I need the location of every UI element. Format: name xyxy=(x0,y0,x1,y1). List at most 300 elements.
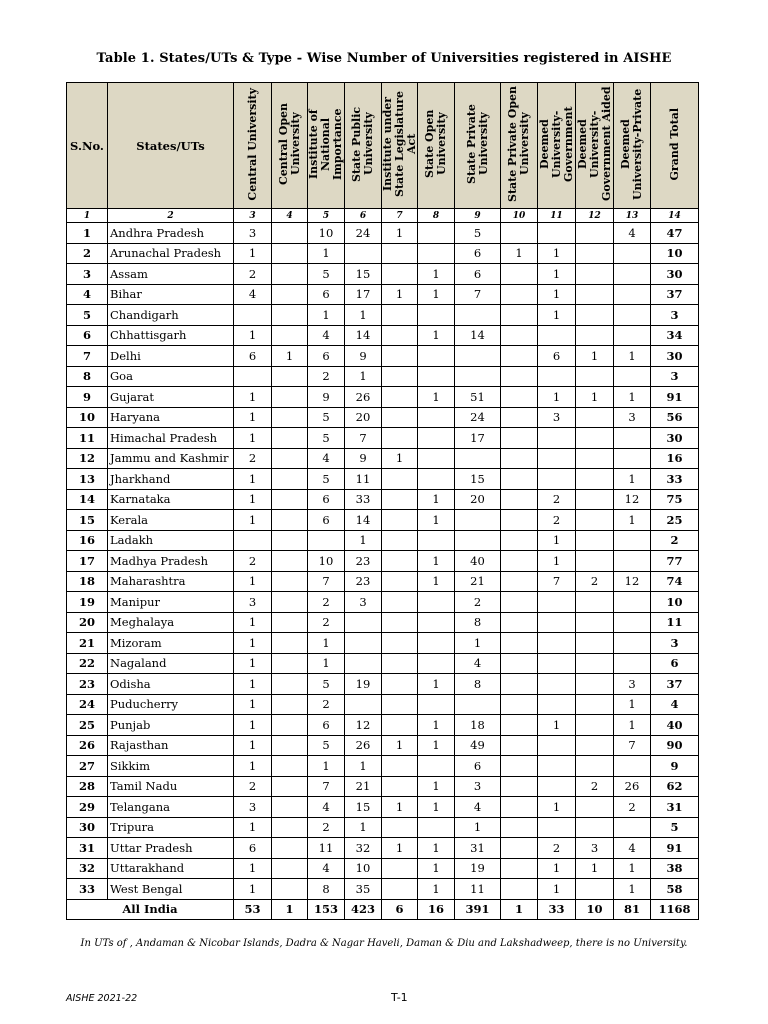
state-name-cell: Mizoram xyxy=(108,633,234,654)
count-cell xyxy=(272,592,308,613)
count-cell: 31 xyxy=(455,838,501,859)
table-title: Table 1. States/UTs & Type - Wise Number of Universities registered in AISHE xyxy=(96,51,672,66)
count-cell xyxy=(272,551,308,572)
count-cell: 1 xyxy=(418,735,455,756)
state-name-cell: Madhya Pradesh xyxy=(108,551,234,572)
count-cell xyxy=(501,776,538,797)
grand-total-cell: 31 xyxy=(651,797,699,818)
state-name-cell: West Bengal xyxy=(108,879,234,900)
column-number-cell: 2 xyxy=(108,209,234,223)
count-cell xyxy=(614,284,651,305)
count-cell: 1 xyxy=(614,715,651,736)
serial-number-cell: 7 xyxy=(67,346,108,367)
table-row xyxy=(67,858,699,879)
grand-total-cell: 11 xyxy=(651,612,699,633)
grand-total-cell: 10 xyxy=(651,243,699,264)
column-number-cell: 5 xyxy=(308,209,345,223)
header-cell: State Private University xyxy=(455,83,501,209)
count-cell: 1 xyxy=(538,284,576,305)
count-cell xyxy=(382,551,418,572)
count-cell xyxy=(418,530,455,551)
count-cell: 23 xyxy=(345,551,382,572)
count-cell xyxy=(418,346,455,367)
header-cell: Institute under State Legislature Act xyxy=(382,83,418,209)
total-count-cell: 81 xyxy=(614,899,651,919)
count-cell: 10 xyxy=(308,223,345,244)
count-cell xyxy=(576,653,614,674)
count-cell: 1 xyxy=(538,530,576,551)
count-cell xyxy=(382,510,418,531)
header-cell: State Open University xyxy=(418,83,455,209)
count-cell: 24 xyxy=(455,407,501,428)
count-cell: 4 xyxy=(308,325,345,346)
state-name-cell: Rajasthan xyxy=(108,735,234,756)
count-cell: 1 xyxy=(345,366,382,387)
count-cell: 1 xyxy=(345,817,382,838)
count-cell: 6 xyxy=(308,715,345,736)
count-cell: 23 xyxy=(345,571,382,592)
state-name-cell: Nagaland xyxy=(108,653,234,674)
count-cell xyxy=(455,346,501,367)
count-cell xyxy=(272,489,308,510)
count-cell: 1 xyxy=(418,551,455,572)
serial-number-cell: 22 xyxy=(67,653,108,674)
grand-total-cell: 38 xyxy=(651,858,699,879)
count-cell xyxy=(308,530,345,551)
page-number: T-1 xyxy=(391,991,408,1004)
grand-total-cell: 90 xyxy=(651,735,699,756)
count-cell: 6 xyxy=(234,838,272,859)
count-cell: 10 xyxy=(345,858,382,879)
footer-left-label: AISHE 2021-22 xyxy=(66,993,138,1004)
count-cell: 26 xyxy=(345,387,382,408)
count-cell xyxy=(418,612,455,633)
grand-total-cell: 3 xyxy=(651,633,699,654)
count-cell: 21 xyxy=(345,776,382,797)
header-cell: Deemed University-Private xyxy=(614,83,651,209)
count-cell: 2 xyxy=(576,571,614,592)
grand-total-cell: 62 xyxy=(651,776,699,797)
count-cell xyxy=(382,346,418,367)
count-cell: 2 xyxy=(234,551,272,572)
count-cell: 11 xyxy=(345,469,382,490)
count-cell: 1 xyxy=(538,858,576,879)
count-cell: 2 xyxy=(308,592,345,613)
serial-number-cell: 11 xyxy=(67,428,108,449)
serial-number-cell: 12 xyxy=(67,448,108,469)
count-cell: 1 xyxy=(345,530,382,551)
table-row xyxy=(67,530,699,551)
count-cell: 1 xyxy=(614,387,651,408)
count-cell xyxy=(501,551,538,572)
count-cell: 1 xyxy=(234,817,272,838)
header-cell: Central Open University xyxy=(272,83,308,209)
count-cell xyxy=(272,735,308,756)
count-cell: 1 xyxy=(272,346,308,367)
count-cell: 1 xyxy=(345,756,382,777)
count-cell: 1 xyxy=(234,612,272,633)
count-cell xyxy=(272,366,308,387)
count-cell xyxy=(382,489,418,510)
count-cell: 1 xyxy=(234,469,272,490)
total-count-cell: 391 xyxy=(455,899,501,919)
state-name-cell: Odisha xyxy=(108,674,234,695)
state-name-cell: Haryana xyxy=(108,407,234,428)
count-cell xyxy=(538,592,576,613)
count-cell: 5 xyxy=(308,264,345,285)
count-cell: 7 xyxy=(614,735,651,756)
count-cell xyxy=(455,448,501,469)
serial-number-cell: 10 xyxy=(67,407,108,428)
count-cell: 1 xyxy=(234,325,272,346)
serial-number-cell: 18 xyxy=(67,571,108,592)
count-cell: 5 xyxy=(308,407,345,428)
count-cell xyxy=(455,510,501,531)
count-cell xyxy=(418,756,455,777)
count-cell xyxy=(576,284,614,305)
count-cell: 1 xyxy=(234,510,272,531)
grand-total-cell: 4 xyxy=(651,694,699,715)
count-cell: 1 xyxy=(382,448,418,469)
count-cell xyxy=(538,633,576,654)
count-cell xyxy=(455,305,501,326)
count-cell xyxy=(345,653,382,674)
serial-number-cell: 24 xyxy=(67,694,108,715)
count-cell: 1 xyxy=(576,346,614,367)
count-cell xyxy=(576,674,614,695)
universities-table xyxy=(66,82,699,920)
count-cell: 1 xyxy=(234,428,272,449)
count-cell xyxy=(538,366,576,387)
table-row xyxy=(67,715,699,736)
count-cell: 4 xyxy=(308,858,345,879)
count-cell xyxy=(382,264,418,285)
count-cell xyxy=(418,817,455,838)
count-cell xyxy=(576,817,614,838)
count-cell xyxy=(382,305,418,326)
header-cell: States/UTs xyxy=(108,83,234,209)
count-cell xyxy=(501,879,538,900)
count-cell xyxy=(576,325,614,346)
count-cell: 4 xyxy=(455,653,501,674)
grand-total-cell: 10 xyxy=(651,592,699,613)
count-cell: 9 xyxy=(308,387,345,408)
state-name-cell: Tripura xyxy=(108,817,234,838)
count-cell: 14 xyxy=(455,325,501,346)
table-row xyxy=(67,838,699,859)
count-cell xyxy=(418,469,455,490)
count-cell xyxy=(501,387,538,408)
count-cell: 11 xyxy=(308,838,345,859)
count-cell: 1 xyxy=(614,469,651,490)
total-count-cell: 1168 xyxy=(651,899,699,919)
count-cell: 1 xyxy=(382,284,418,305)
count-cell: 12 xyxy=(614,489,651,510)
count-cell: 1 xyxy=(234,407,272,428)
table-row xyxy=(67,448,699,469)
count-cell: 20 xyxy=(345,407,382,428)
count-cell: 1 xyxy=(418,797,455,818)
table-row xyxy=(67,346,699,367)
count-cell: 1 xyxy=(382,797,418,818)
count-cell: 1 xyxy=(234,715,272,736)
serial-number-cell: 27 xyxy=(67,756,108,777)
count-cell xyxy=(576,530,614,551)
column-number-cell: 10 xyxy=(501,209,538,223)
count-cell xyxy=(614,756,651,777)
count-cell xyxy=(455,694,501,715)
count-cell xyxy=(382,776,418,797)
count-cell xyxy=(382,469,418,490)
count-cell: 17 xyxy=(455,428,501,449)
count-cell: 5 xyxy=(308,735,345,756)
grand-total-cell: 30 xyxy=(651,428,699,449)
count-cell: 1 xyxy=(418,838,455,859)
count-cell xyxy=(382,653,418,674)
table-row xyxy=(67,284,699,305)
grand-total-cell: 16 xyxy=(651,448,699,469)
count-cell: 3 xyxy=(234,797,272,818)
table-row xyxy=(67,592,699,613)
count-cell: 4 xyxy=(234,284,272,305)
total-count-cell: 10 xyxy=(576,899,614,919)
state-name-cell: Karnataka xyxy=(108,489,234,510)
count-cell: 1 xyxy=(345,305,382,326)
count-cell: 1 xyxy=(614,346,651,367)
count-cell: 1 xyxy=(538,879,576,900)
count-cell xyxy=(272,694,308,715)
header-row xyxy=(67,83,699,209)
count-cell: 1 xyxy=(538,305,576,326)
count-cell: 3 xyxy=(345,592,382,613)
count-cell: 1 xyxy=(418,858,455,879)
state-name-cell: Uttar Pradesh xyxy=(108,838,234,859)
table-row xyxy=(67,694,699,715)
count-cell: 1 xyxy=(614,694,651,715)
count-cell: 20 xyxy=(455,489,501,510)
grand-total-cell: 30 xyxy=(651,346,699,367)
count-cell: 6 xyxy=(538,346,576,367)
count-cell: 1 xyxy=(418,776,455,797)
state-name-cell: Goa xyxy=(108,366,234,387)
count-cell xyxy=(234,366,272,387)
count-cell: 8 xyxy=(455,674,501,695)
count-cell xyxy=(576,797,614,818)
grand-total-cell: 33 xyxy=(651,469,699,490)
count-cell xyxy=(576,633,614,654)
count-cell xyxy=(576,448,614,469)
state-name-cell: Bihar xyxy=(108,284,234,305)
count-cell: 1 xyxy=(234,633,272,654)
count-cell xyxy=(272,510,308,531)
count-cell xyxy=(501,428,538,449)
count-cell xyxy=(538,428,576,449)
count-cell xyxy=(538,223,576,244)
total-row xyxy=(67,899,699,919)
count-cell xyxy=(501,325,538,346)
count-cell xyxy=(382,407,418,428)
count-cell xyxy=(614,551,651,572)
count-cell: 1 xyxy=(418,284,455,305)
count-cell xyxy=(538,653,576,674)
state-name-cell: Himachal Pradesh xyxy=(108,428,234,449)
serial-number-cell: 20 xyxy=(67,612,108,633)
serial-number-cell: 31 xyxy=(67,838,108,859)
count-cell xyxy=(272,817,308,838)
count-cell: 10 xyxy=(308,551,345,572)
count-cell: 1 xyxy=(234,489,272,510)
table-row xyxy=(67,387,699,408)
count-cell xyxy=(272,407,308,428)
column-number-cell: 14 xyxy=(651,209,699,223)
count-cell xyxy=(576,715,614,736)
count-cell: 1 xyxy=(418,489,455,510)
count-cell xyxy=(576,243,614,264)
table-row xyxy=(67,366,699,387)
count-cell xyxy=(455,530,501,551)
count-cell: 14 xyxy=(345,325,382,346)
grand-total-cell: 91 xyxy=(651,838,699,859)
state-name-cell: Sikkim xyxy=(108,756,234,777)
header-cell: Central University xyxy=(234,83,272,209)
count-cell xyxy=(576,223,614,244)
count-cell xyxy=(576,551,614,572)
count-cell xyxy=(538,612,576,633)
column-number-cell: 7 xyxy=(382,209,418,223)
serial-number-cell: 23 xyxy=(67,674,108,695)
count-cell xyxy=(418,223,455,244)
count-cell xyxy=(272,756,308,777)
count-cell: 32 xyxy=(345,838,382,859)
total-count-cell: 33 xyxy=(538,899,576,919)
count-cell: 1 xyxy=(234,653,272,674)
count-cell: 15 xyxy=(455,469,501,490)
serial-number-cell: 26 xyxy=(67,735,108,756)
count-cell: 7 xyxy=(538,571,576,592)
count-cell xyxy=(382,530,418,551)
count-cell xyxy=(418,305,455,326)
count-cell xyxy=(538,817,576,838)
count-cell xyxy=(576,879,614,900)
total-count-cell: 1 xyxy=(501,899,538,919)
table-row xyxy=(67,305,699,326)
table-row xyxy=(67,510,699,531)
count-cell xyxy=(418,428,455,449)
count-cell xyxy=(614,592,651,613)
count-cell xyxy=(501,223,538,244)
count-cell xyxy=(614,264,651,285)
count-cell xyxy=(538,694,576,715)
count-cell xyxy=(272,879,308,900)
count-cell: 4 xyxy=(614,223,651,244)
serial-number-cell: 15 xyxy=(67,510,108,531)
count-cell xyxy=(418,633,455,654)
count-cell xyxy=(272,264,308,285)
count-cell: 1 xyxy=(234,694,272,715)
count-cell xyxy=(382,592,418,613)
grand-total-cell: 91 xyxy=(651,387,699,408)
count-cell: 1 xyxy=(614,879,651,900)
count-cell: 40 xyxy=(455,551,501,572)
count-cell xyxy=(576,756,614,777)
table-row xyxy=(67,551,699,572)
count-cell: 1 xyxy=(538,715,576,736)
count-cell xyxy=(382,817,418,838)
count-cell xyxy=(272,715,308,736)
count-cell xyxy=(501,858,538,879)
count-cell: 9 xyxy=(345,448,382,469)
grand-total-cell: 56 xyxy=(651,407,699,428)
count-cell: 49 xyxy=(455,735,501,756)
count-cell: 19 xyxy=(455,858,501,879)
count-cell xyxy=(272,858,308,879)
grand-total-cell: 37 xyxy=(651,284,699,305)
grand-total-cell: 37 xyxy=(651,674,699,695)
count-cell xyxy=(576,592,614,613)
count-cell: 1 xyxy=(418,510,455,531)
count-cell xyxy=(272,797,308,818)
count-cell: 1 xyxy=(234,879,272,900)
count-cell xyxy=(614,428,651,449)
count-cell: 33 xyxy=(345,489,382,510)
count-cell: 1 xyxy=(234,735,272,756)
state-name-cell: Jharkhand xyxy=(108,469,234,490)
count-cell: 1 xyxy=(308,633,345,654)
count-cell xyxy=(501,756,538,777)
count-cell xyxy=(272,448,308,469)
count-cell: 6 xyxy=(455,756,501,777)
count-cell xyxy=(382,694,418,715)
count-cell: 1 xyxy=(418,387,455,408)
count-cell: 1 xyxy=(576,387,614,408)
table-row xyxy=(67,264,699,285)
table-row xyxy=(67,571,699,592)
state-name-cell: Uttarakhand xyxy=(108,858,234,879)
column-number-row xyxy=(67,209,699,223)
table-row xyxy=(67,428,699,449)
grand-total-cell: 30 xyxy=(651,264,699,285)
count-cell xyxy=(614,653,651,674)
count-cell xyxy=(382,243,418,264)
count-cell xyxy=(501,510,538,531)
state-name-cell: Gujarat xyxy=(108,387,234,408)
count-cell: 5 xyxy=(455,223,501,244)
count-cell: 1 xyxy=(455,817,501,838)
count-cell: 3 xyxy=(614,674,651,695)
count-cell xyxy=(272,469,308,490)
table-row xyxy=(67,735,699,756)
count-cell: 1 xyxy=(234,858,272,879)
total-count-cell: 1 xyxy=(272,899,308,919)
count-cell xyxy=(501,407,538,428)
count-cell xyxy=(538,674,576,695)
state-name-cell: Manipur xyxy=(108,592,234,613)
grand-total-cell: 74 xyxy=(651,571,699,592)
grand-total-cell: 3 xyxy=(651,366,699,387)
count-cell: 2 xyxy=(576,776,614,797)
count-cell: 3 xyxy=(455,776,501,797)
count-cell: 5 xyxy=(308,469,345,490)
count-cell xyxy=(576,510,614,531)
header-cell: State Public University xyxy=(345,83,382,209)
count-cell xyxy=(382,715,418,736)
count-cell xyxy=(272,243,308,264)
count-cell: 4 xyxy=(455,797,501,818)
serial-number-cell: 3 xyxy=(67,264,108,285)
count-cell xyxy=(614,366,651,387)
count-cell xyxy=(345,612,382,633)
count-cell xyxy=(576,612,614,633)
